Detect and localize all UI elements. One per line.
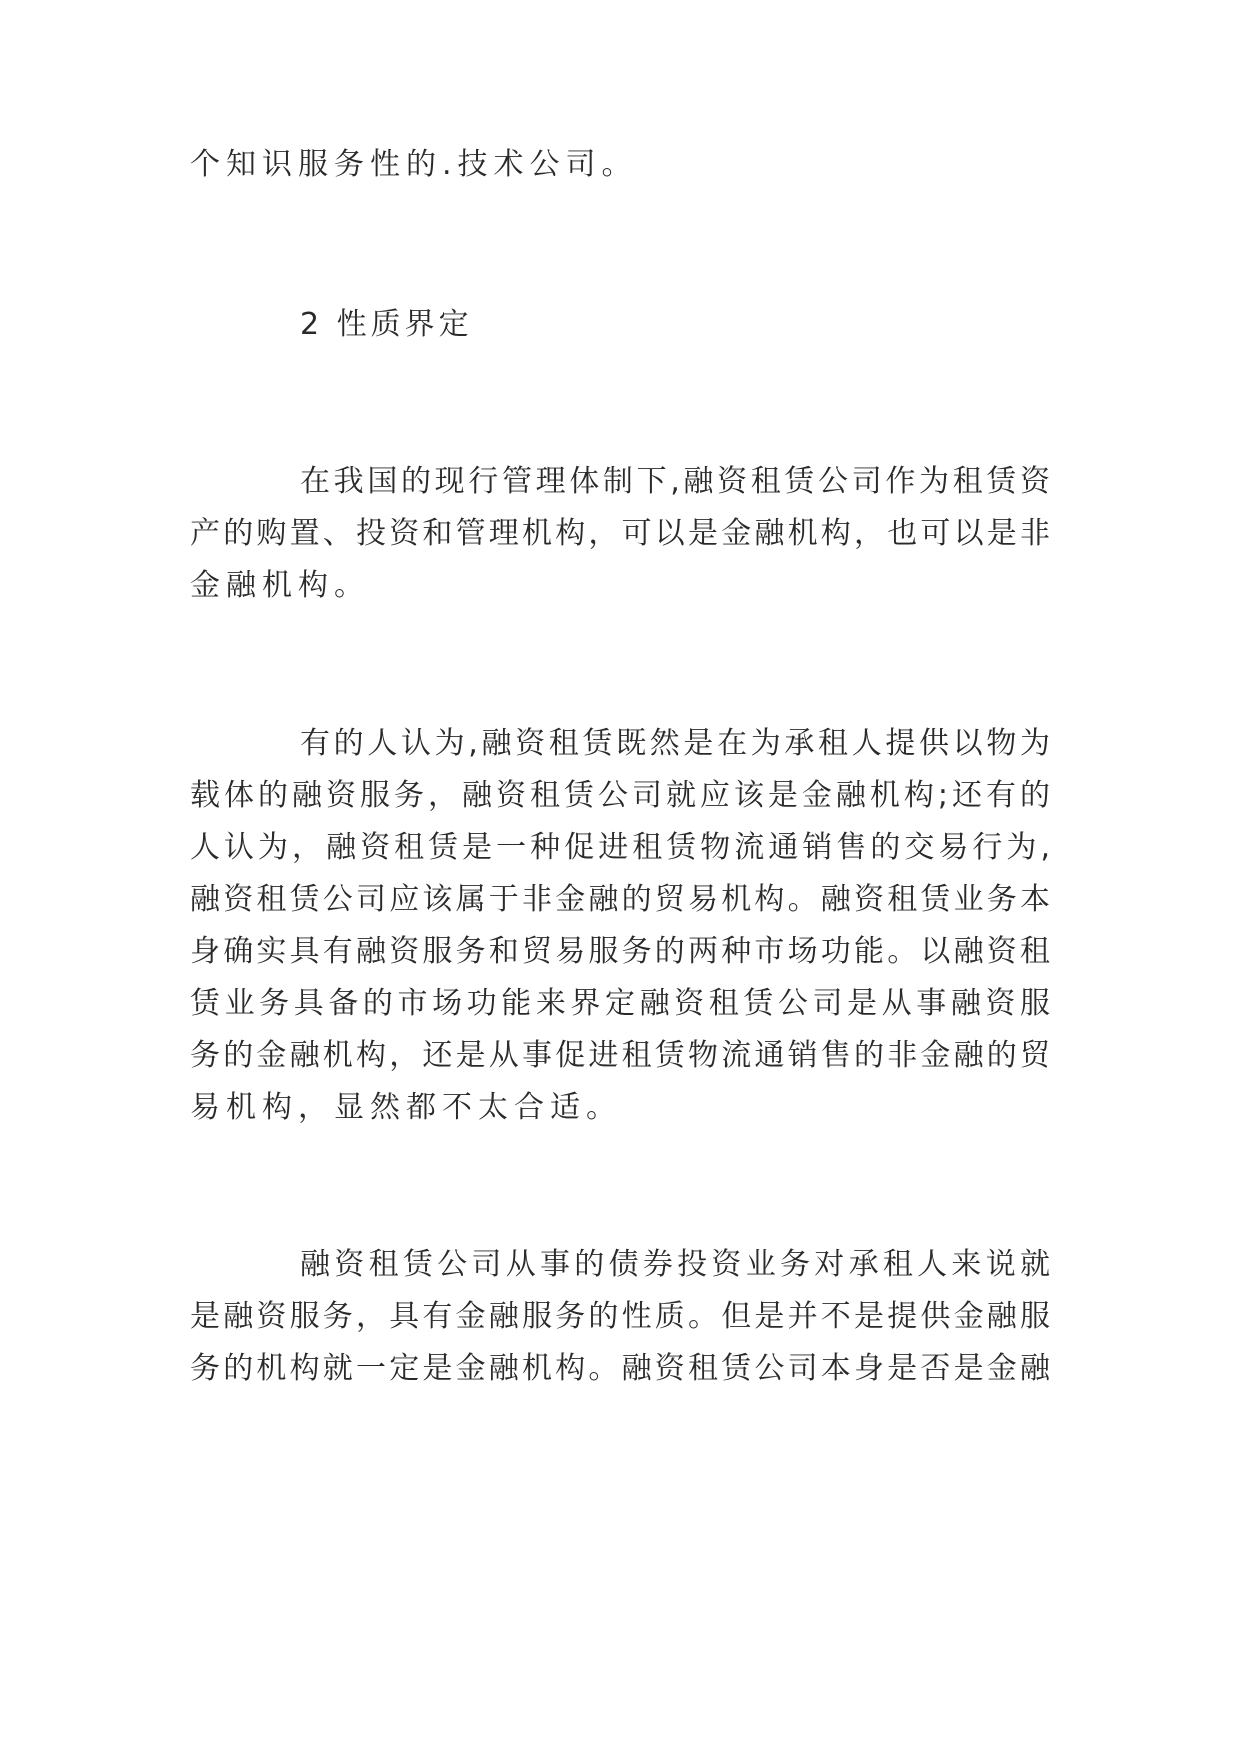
paragraph-line: 赁业务具备的市场功能来界定融资租赁公司是从事融资服	[190, 986, 1050, 1021]
paragraph-line: 金融机构。	[190, 568, 370, 603]
paragraph-line: 产的购置、投资和管理机构，可以是金融机构，也可以是非	[190, 516, 1050, 551]
paragraph-line: 融资租赁公司从事的债券投资业务对承租人来说就	[300, 1247, 1050, 1282]
paragraph-line: 载体的融资服务，融资租赁公司就应该是金融机构;还有的	[190, 778, 1050, 813]
paragraph-line: 融资租赁公司应该属于非金融的贸易机构。融资租赁业务本	[190, 882, 1050, 917]
paragraph-line: 身确实具有融资服务和贸易服务的两种市场功能。以融资租	[190, 934, 1050, 969]
paragraph-line: 在我国的现行管理体制下,融资租赁公司作为租赁资	[300, 464, 1050, 499]
paragraph-line: 易机构，显然都不太合适。	[190, 1090, 622, 1125]
section-heading: 2 性质界定	[300, 307, 473, 342]
paragraph-line: 务的金融机构，还是从事促进租赁物流通销售的非金融的贸	[190, 1038, 1050, 1073]
paragraph-line: 务的机构就一定是金融机构。融资租赁公司本身是否是金融	[190, 1351, 1050, 1386]
paragraph-line: 是融资服务，具有金融服务的性质。但是并不是提供金融服	[190, 1299, 1050, 1334]
intro-tail-line: 个知识服务性的.技术公司。	[190, 147, 638, 182]
paragraph-line: 人认为，融资租赁是一种促进租赁物流通销售的交易行为,	[190, 830, 1050, 865]
paragraph-line: 有的人认为,融资租赁既然是在为承租人提供以物为	[300, 726, 1050, 761]
